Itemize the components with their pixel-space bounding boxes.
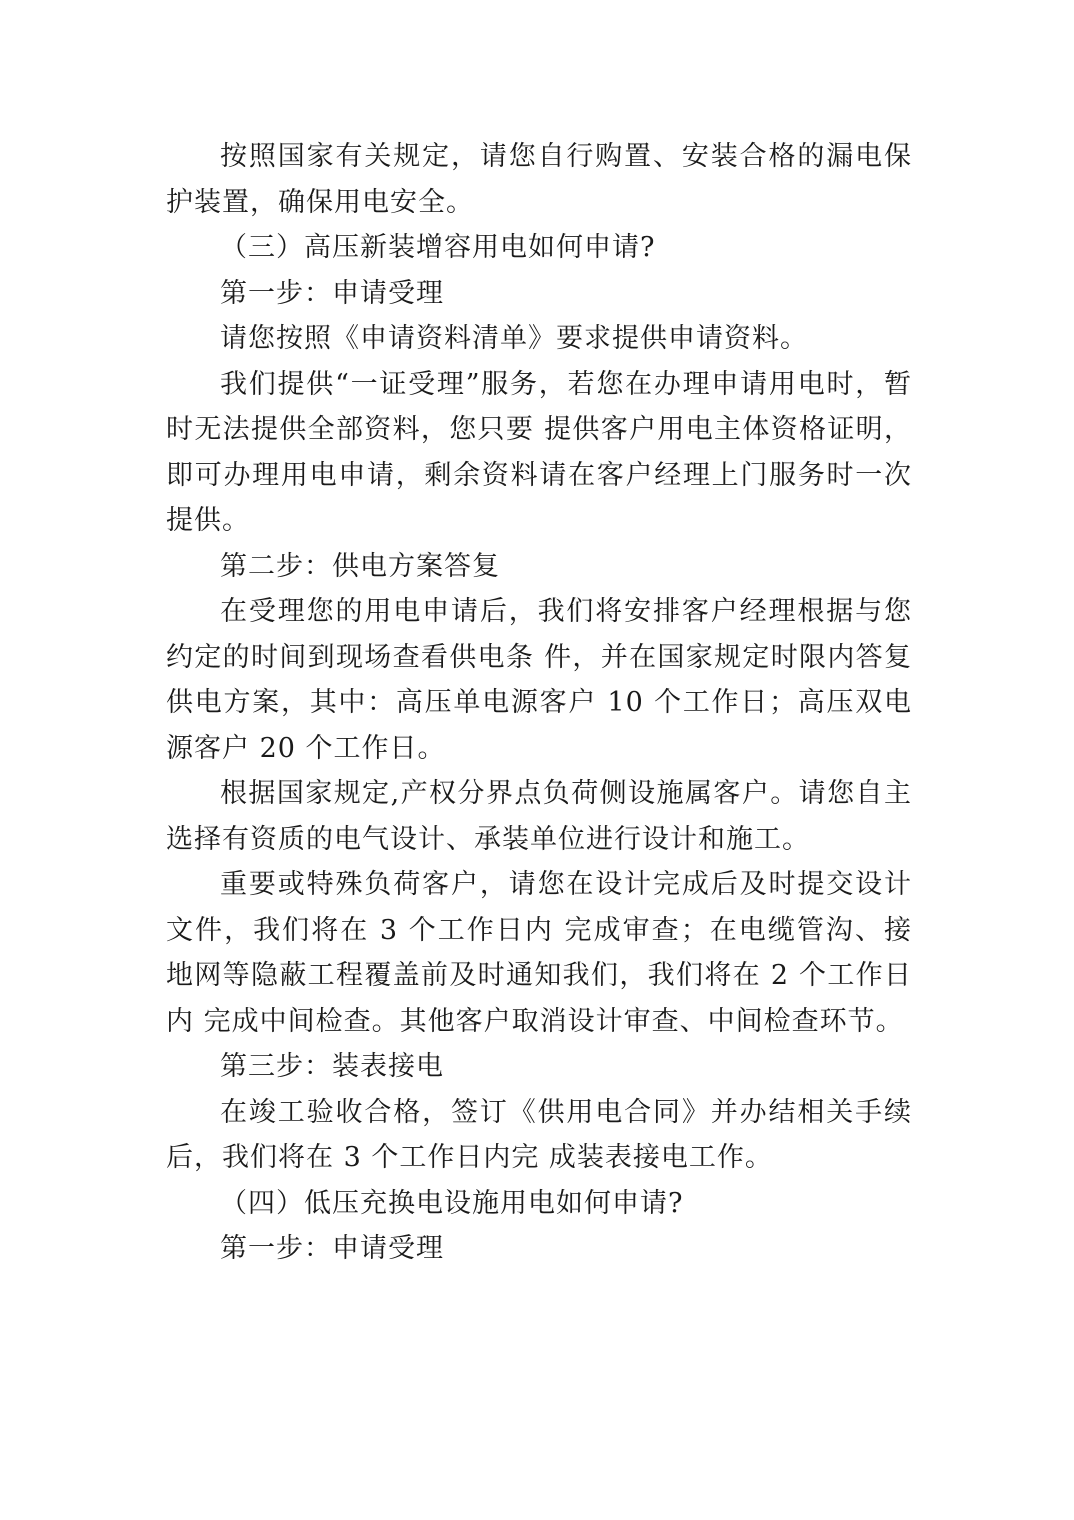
paragraph-meter-install: 在竣工验收合格，签订《供用电合同》并办结相关手续后，我们将在 3 个工作日内完 成装表接电工作。 [166,1096,912,1173]
section-heading-high-voltage: （三）高压新装增容用电如何申请? [220,232,656,263]
document-body [166,134,912,1272]
step-heading-supply-plan: 第二步：供电方案答复 [220,550,500,582]
paragraph-leakage-protection: 按照国家有关规定，请您自行购置、安装合格的漏电保护装置，确保用电安全。 [166,141,912,218]
step-heading-application: 第一步：申请受理 [220,277,444,309]
paragraph-supply-plan-reply: 在受理您的用电申请后，我们将安排客户经理根据与您约定的时间到现场查看供电条 件，并在国家规定时限内答复供电方案，其中：高压单电源客户 10 个工作日；高压双电源客户 20 个工作日。 [166,596,912,764]
step-heading-application-2: 第一步：申请受理 [220,1233,444,1264]
step-heading-meter-install: 第三步：装表接电 [220,1051,444,1082]
paragraph-property-boundary: 根据国家规定,产权分界点负荷侧设施属客户。请您自主选择有资质的电气设计、承装单位进行设计和施工。 [166,778,912,855]
paragraph-design-review: 重要或特殊负荷客户，请您在设计完成后及时提交设计文件，我们将在 3 个工作日内 完成审查；在电缆管沟、接地网等隐蔽工程覆盖前及时通知我们，我们将在 2 个工作日内 完成中间检查。其他客户取消设计审查、中间检查环节。 [166,869,912,1037]
section-heading-charging-facility: （四）低压充换电设施用电如何申请? [220,1187,684,1219]
paragraph-one-certificate-service: 我们提供“一证受理”服务，若您在办理申请用电时，暂时无法提供全部资料，您只要 提供客户用电主体资格证明，即可办理用电申请，剩余资料请在客户经理上门服务时一次提供。 [166,368,912,536]
paragraph-application-materials: 请您按照《申请资料清单》要求提供申请资料。 [220,323,808,354]
